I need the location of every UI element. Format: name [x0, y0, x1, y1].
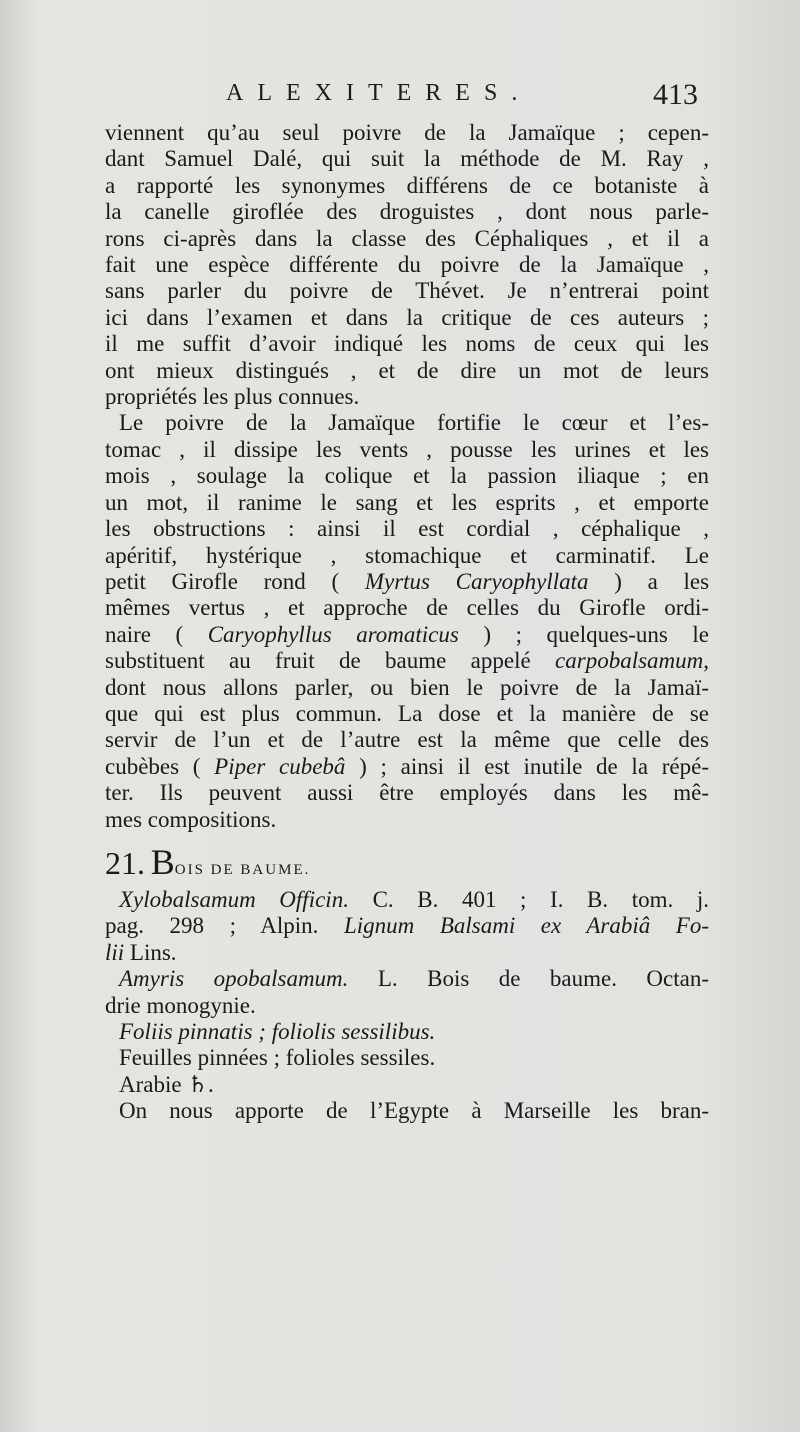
text-line: Feuilles pinnées ; folioles sessiles.: [119, 1045, 436, 1071]
text-run: C. B. 401 ; I. B. tom. j.: [372, 886, 710, 912]
text-line: viennent qu’au seul poivre de la Jamaïque ; cepen-: [105, 120, 709, 145]
text-line: mois , soulage la colique et la passion iliaque ; en: [105, 463, 709, 489]
text-line: mêmes vertus , et approche de celles du Girofle ordi-: [105, 595, 709, 621]
text-line: ont mieux distingués , et de dire un mot de leurs: [105, 357, 709, 383]
text-line: la canelle giroflée des droguistes , dont nous parle-: [105, 199, 709, 225]
page-header: [96, 78, 706, 118]
text-line: mes compositions.: [105, 806, 277, 832]
text-run: ,: [703, 648, 710, 674]
text-run: naire (: [105, 621, 184, 647]
text-line: servir de l’un et de l’autre est la même que celle des: [105, 727, 709, 753]
text-line: [105, 887, 709, 913]
latin-name: Xylobalsamum Officin.: [119, 886, 349, 912]
text-line: ici dans l’examen et dans la critique de ces auteurs ;: [105, 304, 709, 330]
text-line: fait une espèce différente du poivre de la Jamaïque ,: [105, 252, 709, 278]
entry-heading: [105, 841, 709, 887]
text-line: les obstructions : ainsi il est cordial , céphalique ,: [105, 516, 709, 542]
text-line: apéritif, hystérique , stomachique et carminatif. Le: [105, 542, 709, 568]
text-run: cubèbes (: [105, 753, 201, 779]
spacer: [105, 833, 709, 845]
latin-name: Caryophyllus aromaticus: [207, 621, 459, 647]
latin-description: Foliis pinnatis ; foliolis sessilibus.: [119, 1019, 436, 1044]
latin-name: Piper cubebâ: [214, 753, 346, 779]
text-run: L. Bois de baume. Octan-: [377, 966, 709, 992]
text-run: Lins.: [129, 939, 177, 965]
text-run: petit Girofle rond (: [105, 568, 340, 594]
text-run: ) ; quelques-uns le: [483, 621, 710, 647]
text-line: [105, 913, 709, 939]
text-line: un mot, il ranime le sang et les esprits , et emporte: [105, 489, 709, 515]
text-line: [105, 648, 709, 674]
text-line: rons ci-après dans la classe des Céphaliques , et il a: [105, 225, 709, 251]
page-number: 413: [653, 78, 698, 111]
text-run: pag. 298 ; Alpin.: [105, 913, 319, 939]
text-line: [105, 1019, 709, 1045]
text-run: ) a les: [614, 568, 710, 594]
text-line: Le poivre de la Jamaïque fortifie le cœur et l’es-: [119, 410, 709, 436]
text-run: ) ; ainsi il est inutile de la répé-: [359, 753, 709, 779]
running-title: ALEXITERES.: [226, 80, 532, 106]
text-line: dont nous allons parler, ou bien le poivre de la Jamaï-: [105, 674, 709, 700]
text-line: ter. Ils peuvent aussi être employés dans les mê-: [105, 780, 709, 806]
text-line: [105, 754, 709, 780]
text-line: [105, 569, 709, 595]
latin-name: Amyris opobalsamum.: [119, 966, 349, 992]
text-line: propriétés les plus connues.: [105, 384, 360, 410]
text-line: sans parler du poivre de Thévet. Je n’entrerai point: [105, 278, 709, 304]
text-line: [105, 966, 709, 992]
entry-title-initial: B: [150, 841, 175, 882]
latin-name: carpobalsamum: [555, 648, 704, 674]
latin-name: Myrtus Caryophyllata: [364, 568, 589, 594]
text-line: [105, 622, 709, 648]
entry-title: OIS DE BAUME.: [174, 861, 311, 878]
text-line: On nous apporte de l’Egypte à Marseille les bran-: [119, 1098, 709, 1124]
text-line: que qui est plus commun. La dose et la manière de se: [105, 700, 709, 726]
latin-name: Lignum Balsami ex Arabiâ Fo-: [343, 913, 709, 939]
entry-number: 21.: [105, 844, 145, 881]
text-line: a rapporté les synonymes différens de ce botaniste à: [105, 172, 709, 198]
text-line: [105, 940, 709, 966]
page-body: [105, 120, 709, 1125]
text-line: tomac , il dissipe les vents , pousse les urines et les: [105, 436, 709, 462]
text-line: drie monogynie.: [105, 992, 256, 1018]
text-line: il me suffit d’avoir indiqué les noms de ceux qui les: [105, 331, 709, 357]
text-line: dant Samuel Dalé, qui suit la méthode de M. Ray ,: [105, 146, 709, 172]
text-line: Arabie ♄.: [119, 1071, 214, 1097]
latin-name: lii: [105, 939, 125, 965]
text-run: substituent au fruit de baume appelé: [105, 648, 531, 674]
